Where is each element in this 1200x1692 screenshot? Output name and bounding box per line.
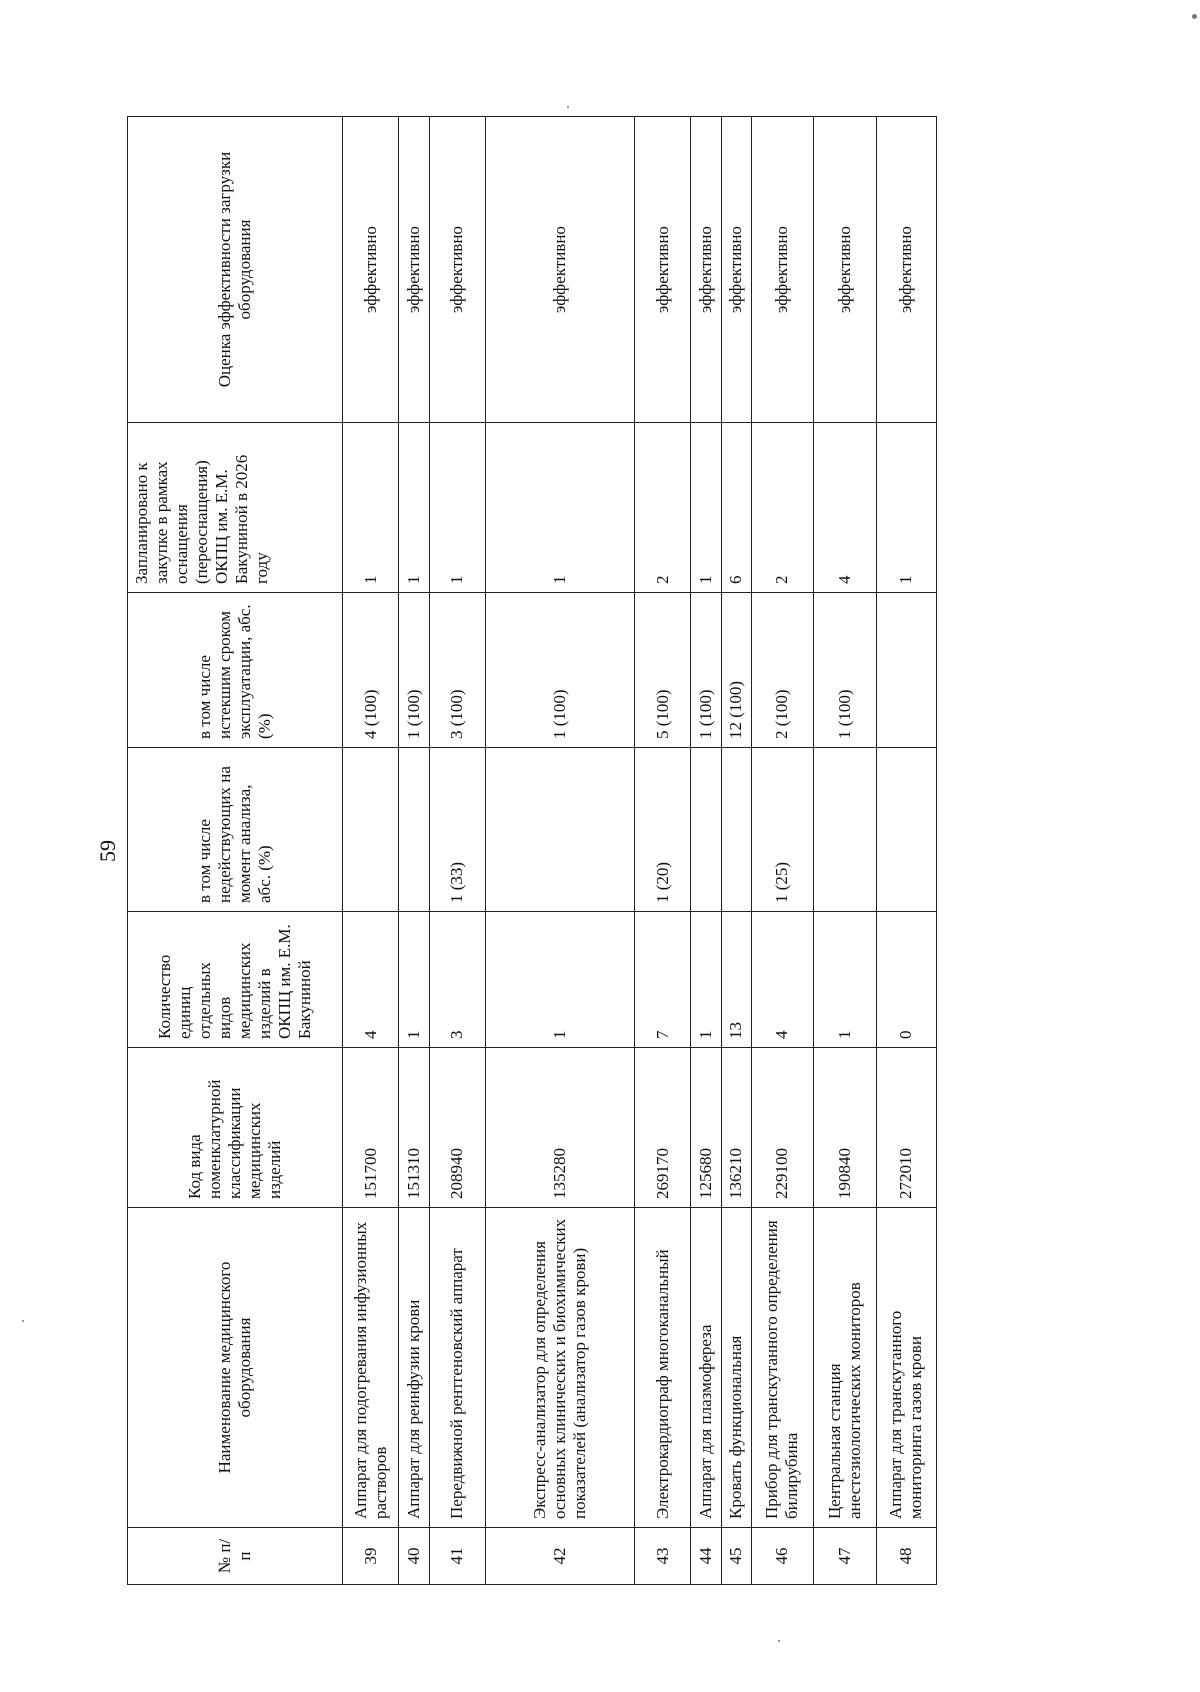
cell-inactive [399,748,429,912]
table-row [721,117,751,1585]
cell-inactive [485,748,634,912]
cell-planned: 4 [814,423,876,593]
cell-code: 125680 [691,1048,721,1208]
cell-code: 229100 [751,1048,813,1208]
cell-no: 42 [485,1528,634,1585]
header-row [128,117,343,1585]
cell-expired: 1 (100) [814,593,876,748]
cell-inactive: 1 (20) [634,748,690,912]
table-row [343,117,399,1585]
cell-no: 43 [634,1528,690,1585]
cell-planned: 1 [429,423,485,593]
cell-planned: 2 [634,423,690,593]
cell-rating: эффективно [343,117,399,423]
cell-name: Прибор для транскутанного определения билирубина [751,1208,813,1528]
table-row [399,117,429,1585]
cell-code: 272010 [876,1048,936,1208]
header-rating: Оценка эффективности загрузки оборудования [128,117,343,423]
cell-planned: 1 [691,423,721,593]
cell-no: 45 [721,1528,751,1585]
cell-code: 151310 [399,1048,429,1208]
cell-qty: 4 [751,912,813,1048]
cell-no: 40 [399,1528,429,1585]
header-inactive: в том числе недействующих на момент анализа, абс. (%) [128,748,343,912]
cell-qty: 1 [691,912,721,1048]
cell-planned: 1 [343,423,399,593]
cell-qty: 3 [429,912,485,1048]
cell-expired: 2 (100) [751,593,813,748]
cell-code: 208940 [429,1048,485,1208]
cell-inactive [721,748,751,912]
cell-code: 136210 [721,1048,751,1208]
cell-name: Электрокардиограф многоканальный [634,1208,690,1528]
cell-rating: эффективно [429,117,485,423]
table-row [691,117,721,1585]
cell-name: Аппарат для подогревания инфузионных растворов [343,1208,399,1528]
table-row [634,117,690,1585]
header-qty: Количество единиц отдельных видов медицинских изделий в ОКПЦ им. Е.М. Бакуниной [128,912,343,1048]
cell-no: 41 [429,1528,485,1585]
header-no: № п/п [128,1528,343,1585]
cell-inactive [814,748,876,912]
cell-planned: 2 [751,423,813,593]
scan-speck [567,106,569,108]
table-row [485,117,634,1585]
cell-name: Аппарат для транскутанного мониторинга газов крови [876,1208,936,1528]
header-name: Наименование медицинского оборудования [128,1208,343,1528]
cell-no: 44 [691,1528,721,1585]
table-row [876,117,936,1585]
cell-no: 48 [876,1528,936,1585]
cell-planned: 1 [399,423,429,593]
cell-expired: 5 (100) [634,593,690,748]
cell-rating: эффективно [751,117,813,423]
table-row [814,117,876,1585]
cell-rating: эффективно [399,117,429,423]
cell-inactive [343,748,399,912]
cell-planned: 6 [721,423,751,593]
cell-name: Аппарат для реинфузии крови [399,1208,429,1528]
cell-code: 151700 [343,1048,399,1208]
header-planned: Запланировано к закупке в рамках оснащения (переоснащения) ОКПЦ им. Е.М. Бакуниной в 2026 году [128,423,343,593]
cell-code: 269170 [634,1048,690,1208]
table-row [751,117,813,1585]
cell-rating: эффективно [876,117,936,423]
header-expired: в том числе истекшим сроком эксплуатации, абс. (%) [128,593,343,748]
cell-inactive [691,748,721,912]
table-header [128,117,343,1585]
cell-planned: 1 [876,423,936,593]
scan-speck [1192,14,1197,19]
cell-qty: 13 [721,912,751,1048]
cell-rating: эффективно [691,117,721,423]
cell-expired: 4 (100) [343,593,399,748]
cell-qty: 1 [814,912,876,1048]
cell-qty: 7 [634,912,690,1048]
cell-qty: 4 [343,912,399,1048]
cell-rating: эффективно [721,117,751,423]
cell-name: Экспресс-анализатор для определения основных клинических и биохимических показателей (анализатор газов крови) [485,1208,634,1528]
cell-expired: 3 (100) [429,593,485,748]
cell-planned: 1 [485,423,634,593]
cell-rating: эффективно [634,117,690,423]
equipment-table [127,116,937,1585]
cell-name: Кровать функциональная [721,1208,751,1528]
cell-name: Аппарат для плазмофереза [691,1208,721,1528]
cell-inactive: 1 (25) [751,748,813,912]
cell-expired: 1 (100) [485,593,634,748]
scan-speck [22,1320,24,1322]
cell-no: 46 [751,1528,813,1585]
table-row [429,117,485,1585]
cell-name: Центральная станция анестезиологических мониторов [814,1208,876,1528]
scan-speck [778,1640,780,1642]
cell-code: 135280 [485,1048,634,1208]
cell-expired: 1 (100) [691,593,721,748]
cell-no: 39 [343,1528,399,1585]
cell-name: Передвижной рентгеновский аппарат [429,1208,485,1528]
header-code: Код вида номенклатурной классификации медицинских изделий [128,1048,343,1208]
cell-qty: 1 [399,912,429,1048]
table-body [343,117,937,1585]
cell-inactive [876,748,936,912]
cell-inactive: 1 (33) [429,748,485,912]
cell-rating: эффективно [814,117,876,423]
cell-expired: 1 (100) [399,593,429,748]
equipment-table-container [127,117,937,1585]
cell-code: 190840 [814,1048,876,1208]
cell-qty: 0 [876,912,936,1048]
cell-expired: 12 (100) [721,593,751,748]
cell-expired [876,593,936,748]
cell-rating: эффективно [485,117,634,423]
cell-no: 47 [814,1528,876,1585]
cell-qty: 1 [485,912,634,1048]
page-number: 59 [95,840,120,862]
